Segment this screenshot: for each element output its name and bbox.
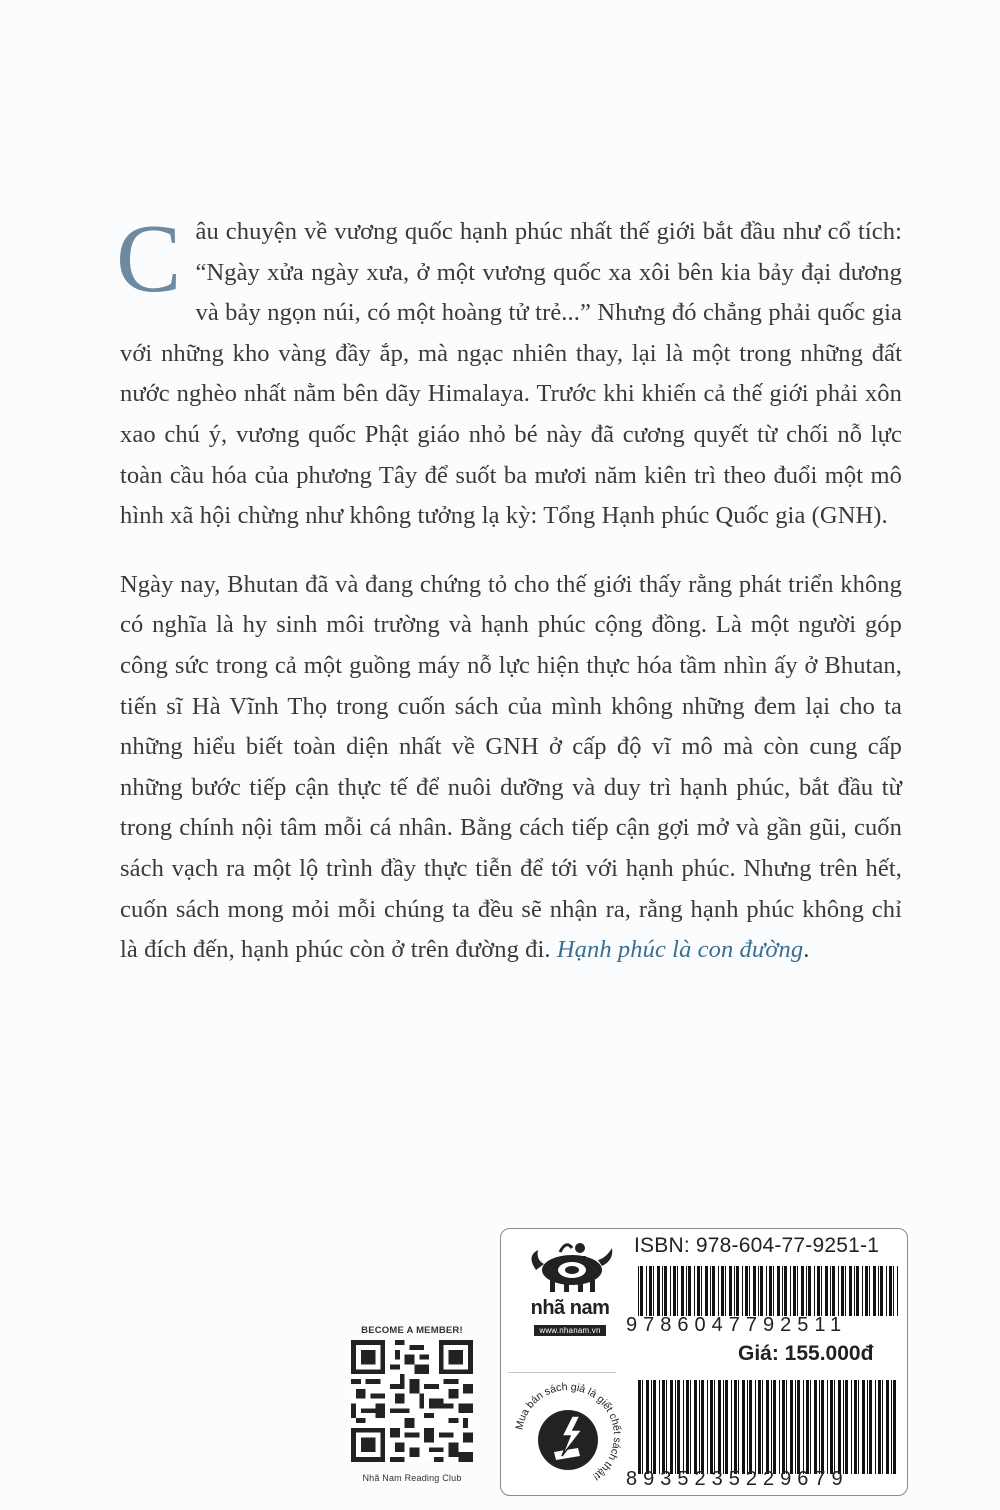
closing-phrase: Hạnh phúc là con đường — [556, 936, 804, 964]
paragraph-1 — [116, 205, 902, 537]
qr-caption-bottom: Nhã Nam Reading Club — [362, 1473, 462, 1483]
qr-code-icon — [351, 1340, 473, 1462]
publisher-name: nhã nam — [530, 1297, 610, 1319]
publisher-url: www.nhanam.vn — [534, 1325, 605, 1336]
price-barcode-icon — [638, 1380, 898, 1474]
qr-caption-top: BECOME A MEMBER! — [361, 1325, 463, 1336]
stamp-text: Mua bán sách giả là giết chết sách thật! — [513, 1380, 624, 1483]
back-cover-text — [116, 205, 902, 999]
price-text: Giá: 155.000đ — [738, 1342, 874, 1365]
isbn-text: ISBN: 978-604-77-9251-1 — [634, 1234, 880, 1257]
label-divider — [508, 1372, 616, 1373]
publisher-logo — [518, 1236, 622, 1338]
paragraph-2-text: Ngày nay, Bhutan đã và đang chứng tỏ cho thế giới thấy rằng phát triển không có nghĩa là hy sinh môi trường và hạnh phúc cộng đồng. Là một người góp công sức trong cả một guồng máy nỗ lực hiện thực hóa tầm nhìn ấy ở Bhutan, tiến sĩ Hà Vĩnh Thọ trong cuốn sách của mình không những đem lại cho ta những hiểu biết toàn diện nhất về GNH ở cấp độ vĩ mô mà còn cung cấp những bước tiếp cận thực tế để nuôi dưỡng và duy trì hạnh phúc, bắt đầu từ trong chính nội tâm mỗi cá nhân. Bằng cách tiếp cận gợi mở và gần gũi, cuốn sách vạch ra một lộ trình đầy thực tiễn để tới với hạnh phúc. Nhưng trên hết, cuốn sách mong mỏi mỗi chúng ta đều sẽ nhận ra, rằng hạnh phúc không chỉ là đích đến, hạnh phúc còn ở trên đường đi. — [120, 570, 902, 964]
drop-cap: C — [116, 205, 182, 313]
price-digits: 8935235229679 — [626, 1468, 849, 1490]
anti-piracy-stamp-icon — [512, 1380, 624, 1492]
isbn-digits: 9786047792511 — [626, 1314, 848, 1336]
buffalo-logo-icon — [522, 1236, 618, 1296]
paragraph-2-end: . — [803, 936, 810, 964]
paragraph-1-text: âu chuyện về vương quốc hạnh phúc nhất thế giới bắt đầu như cổ tích: “Ngày xửa ngày xưa, ở một vương quốc xa xôi bên kia bảy đại dương và bảy ngọn núi, có một hoàng tử trẻ...” Nhưng đó chẳng phải quốc gia với những kho vàng đầy ắp, mà ngạc nhiên thay, lại là một trong những đất nước nghèo nhất nằm bên dãy Himalaya. Trước khi khiến cả thế giới phải xôn xao chú ý, vương quốc Phật giáo nhỏ bé này đã cương quyết từ chối nỗ lực toàn cầu hóa của phương Tây để suốt ba mươi năm kiên trì theo đuổi một mô hình xã hội chừng như không tưởng lạ kỳ: Tổng Hạnh phúc Quốc gia (GNH). — [120, 218, 902, 530]
isbn-barcode-icon — [638, 1266, 898, 1316]
paragraph-2 — [120, 565, 902, 971]
member-qr-block — [340, 1325, 484, 1483]
